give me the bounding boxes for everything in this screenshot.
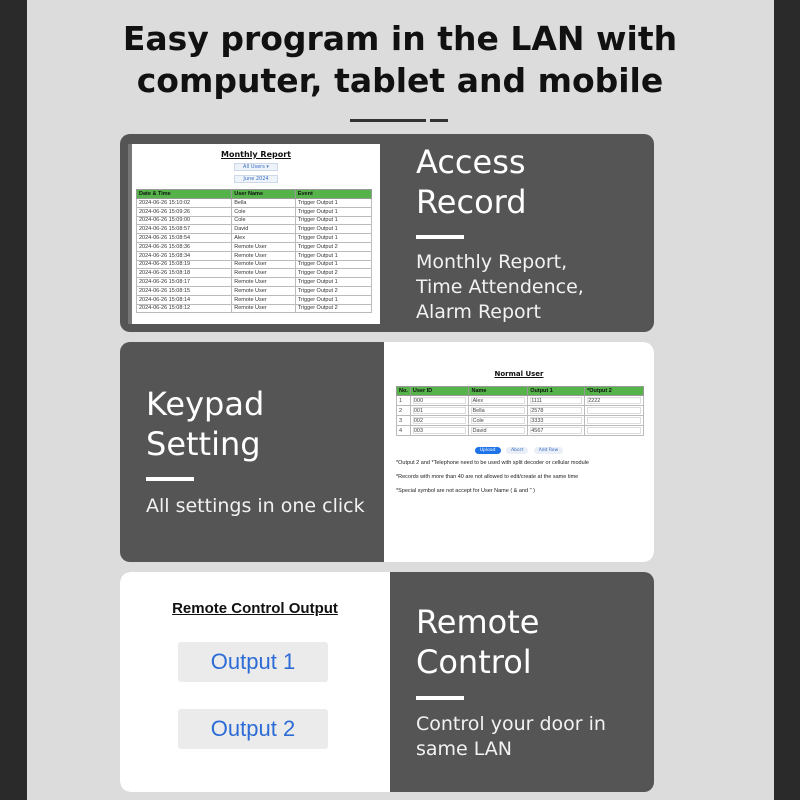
keypad-setting-description: All settings in one click [146, 495, 365, 517]
table-cell: Trigger Output 1 [295, 207, 371, 216]
normal-user-table [396, 386, 644, 436]
cell-input[interactable]: 2578 [530, 407, 582, 414]
divider-short [430, 119, 448, 122]
table-row [137, 251, 372, 260]
column-header: Name [469, 387, 528, 396]
title-underline-bar [146, 477, 194, 481]
cell-input[interactable]: David [471, 427, 525, 434]
table-cell: Trigger Output 1 [295, 216, 371, 225]
table-cell: Trigger Output 2 [295, 269, 371, 278]
access-record-description [416, 250, 584, 325]
table-cell: Trigger Output 1 [295, 251, 371, 260]
table-cell [469, 416, 528, 426]
table-cell: 2 [397, 406, 411, 416]
monthly-report-table [136, 189, 372, 313]
headline-line-1: Easy program in the LAN with [122, 19, 678, 58]
table-row [137, 216, 372, 225]
headline-line-2: computer, tablet and mobile [136, 61, 664, 100]
desc-line: Control your door in [416, 713, 606, 735]
column-header: User Name [232, 190, 296, 199]
table-cell: 2024-06-26 15:09:26 [137, 207, 232, 216]
table-cell [585, 406, 644, 416]
title-line: Keypad [146, 385, 265, 423]
table-cell: 2024-06-26 15:08:15 [137, 286, 232, 295]
table-cell: Trigger Output 1 [295, 295, 371, 304]
title-line: Remote [416, 603, 540, 641]
cell-input[interactable]: 000 [413, 397, 467, 404]
remote-control-title [416, 602, 539, 682]
table-cell: 2024-06-26 15:08:19 [137, 260, 232, 269]
table-cell: Remote User [232, 304, 296, 313]
cell-input[interactable]: 3333 [530, 417, 582, 424]
table-row [397, 406, 644, 416]
table-row [137, 286, 372, 295]
table-cell: Trigger Output 1 [295, 199, 371, 208]
title-underline-bar [416, 235, 464, 239]
table-cell [469, 426, 528, 436]
table-row [137, 234, 372, 243]
title-line: Setting [146, 425, 261, 463]
cell-input[interactable]: 2222 [587, 397, 641, 404]
output-2-button[interactable]: Output 2 [178, 709, 328, 749]
table-cell: 2024-06-26 15:08:17 [137, 278, 232, 287]
cell-input[interactable] [587, 427, 641, 434]
desc-line: Monthly Report, [416, 251, 568, 273]
table-cell [585, 426, 644, 436]
table-cell: 2024-06-26 15:08:36 [137, 242, 232, 251]
table-cell: 2024-06-26 15:08:14 [137, 295, 232, 304]
table-cell [410, 406, 469, 416]
cell-input[interactable] [587, 407, 641, 414]
table-cell: 2024-06-26 15:08:34 [137, 251, 232, 260]
table-cell: Remote User [232, 260, 296, 269]
remote-control-screenshot [120, 572, 390, 792]
cell-input[interactable]: 003 [413, 427, 467, 434]
note-text: *Output 2 and *Telephone need to be used with split decoder or cellular module [396, 460, 589, 466]
table-cell: Remote User [232, 286, 296, 295]
table-cell: Cole [232, 207, 296, 216]
table-cell [410, 426, 469, 436]
table-row [137, 199, 372, 208]
table-cell: Remote User [232, 269, 296, 278]
table-row [137, 225, 372, 234]
table-row [397, 426, 644, 436]
table-cell [528, 396, 585, 406]
column-header: *Output 2 [585, 387, 644, 396]
table-cell: Remote User [232, 295, 296, 304]
column-header: No. [397, 387, 411, 396]
page-headline [0, 18, 800, 102]
table-cell [410, 396, 469, 406]
table-cell [528, 406, 585, 416]
left-border [0, 0, 27, 800]
table-cell: Trigger Output 1 [295, 278, 371, 287]
table-cell [585, 396, 644, 406]
monthly-report-screenshot [128, 144, 380, 324]
table-cell [528, 426, 585, 436]
table-cell: 1 [397, 396, 411, 406]
title-line: Control [416, 643, 532, 681]
table-cell: 3 [397, 416, 411, 426]
table-cell: Trigger Output 1 [295, 234, 371, 243]
table-cell: 2024-06-26 15:10:02 [137, 199, 232, 208]
add-row-button[interactable]: Add Row [534, 447, 564, 454]
remote-control-card [120, 572, 654, 792]
desc-line: Time Attendence, [416, 276, 584, 298]
table-cell: 2024-06-26 15:08:18 [137, 269, 232, 278]
table-cell: 2024-06-26 15:08:54 [137, 234, 232, 243]
month-select[interactable]: June 2024 [234, 175, 278, 183]
normal-user-title: Normal User [494, 370, 544, 378]
cell-input[interactable]: Cole [471, 417, 525, 424]
title-line: Record [416, 183, 527, 221]
note-text: *Special symbol are not accept for User Name ( & and " ) [396, 488, 535, 494]
access-record-title [416, 142, 527, 222]
upload-button[interactable]: Upload [475, 447, 501, 454]
normal-user-screenshot [384, 342, 654, 562]
table-cell: Trigger Output 2 [295, 286, 371, 295]
cell-input[interactable] [587, 417, 641, 424]
output-1-button[interactable]: Output 1 [178, 642, 328, 682]
table-cell [410, 416, 469, 426]
right-border [774, 0, 800, 800]
cell-input[interactable]: Alex [471, 397, 525, 404]
title-underline-bar [416, 696, 464, 700]
table-row [397, 396, 644, 406]
table-row [137, 260, 372, 269]
table-cell: 2024-06-26 15:08:12 [137, 304, 232, 313]
table-cell: Remote User [232, 242, 296, 251]
table-cell [528, 416, 585, 426]
table-cell: Remote User [232, 278, 296, 287]
cell-input[interactable]: 002 [413, 417, 467, 424]
table-cell: David [232, 225, 296, 234]
column-header: Output 1 [528, 387, 585, 396]
all-users-select[interactable]: All Users ▾ [234, 163, 278, 171]
cell-input[interactable]: 001 [413, 407, 467, 414]
desc-line: same LAN [416, 738, 513, 760]
table-cell [585, 416, 644, 426]
table-row [137, 269, 372, 278]
table-actions [384, 447, 654, 454]
cell-input[interactable]: Bella [471, 407, 525, 414]
cell-input[interactable]: 4567 [530, 427, 582, 434]
column-header: Event [295, 190, 371, 199]
table-row [137, 207, 372, 216]
keypad-setting-title [146, 384, 264, 464]
table-cell [469, 406, 528, 416]
table-cell: Cole [232, 216, 296, 225]
table-cell: 2024-06-26 15:08:57 [137, 225, 232, 234]
table-row [137, 278, 372, 287]
table-cell: Alex [232, 234, 296, 243]
table-cell: 2024-06-26 15:09:00 [137, 216, 232, 225]
monthly-report-title: Monthly Report [221, 150, 291, 159]
table-cell: Bella [232, 199, 296, 208]
table-row [137, 242, 372, 251]
table-cell [469, 396, 528, 406]
remote-control-description [416, 712, 606, 762]
table-row [137, 295, 372, 304]
desc-line: Alarm Report [416, 301, 541, 323]
keypad-setting-card [120, 342, 654, 562]
column-header: User ID [410, 387, 469, 396]
cell-input[interactable]: 1111 [530, 397, 582, 404]
table-cell: Trigger Output 1 [295, 225, 371, 234]
divider-long [350, 119, 426, 122]
title-line: Access [416, 143, 526, 181]
abort-button[interactable]: Abort [506, 447, 528, 454]
column-header: Date & Time [137, 190, 232, 199]
table-row [397, 416, 644, 426]
table-cell: 4 [397, 426, 411, 436]
table-cell: Trigger Output 2 [295, 242, 371, 251]
remote-control-output-title: Remote Control Output [172, 600, 338, 617]
table-row [137, 304, 372, 313]
access-record-card [120, 134, 654, 332]
table-cell: Trigger Output 2 [295, 304, 371, 313]
table-cell: Remote User [232, 251, 296, 260]
note-text: *Records with more than 40 are not allowed to edit/create at the same time [396, 474, 579, 480]
table-cell: Trigger Output 1 [295, 260, 371, 269]
